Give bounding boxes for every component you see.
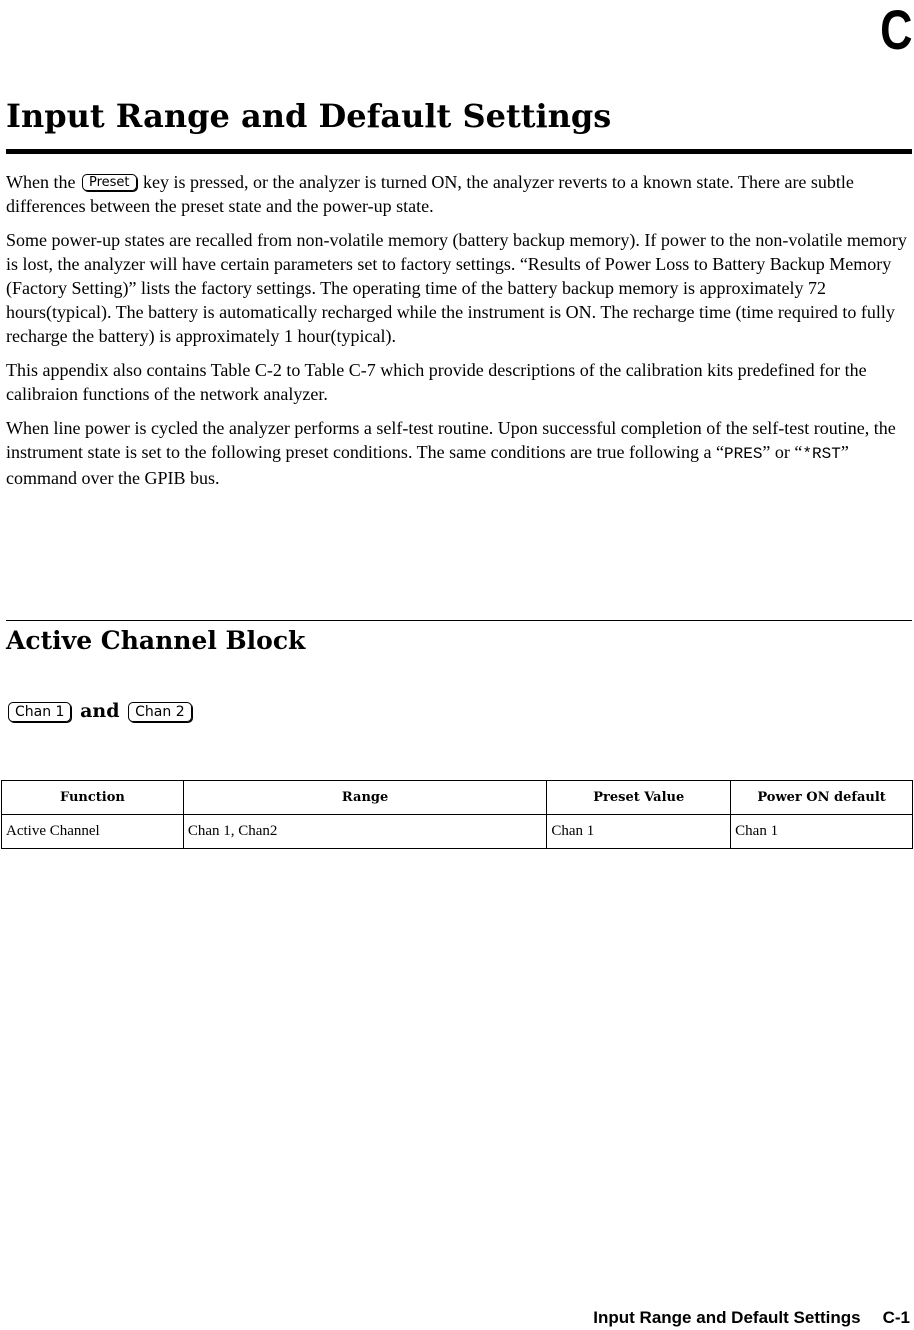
preset-key[interactable]: Preset [82, 174, 137, 191]
p4-text-before: When line power is cycled the analyzer performs a self-test routine. Upon successful completion of the self-test routine, the instrument state is set to the following preset conditions. The same conditions are true following a “ [6, 418, 896, 462]
section-rule [6, 620, 912, 621]
default-settings-table [1, 780, 913, 849]
header-function: Function [2, 781, 184, 815]
chan-2-key[interactable]: Chan 2 [128, 702, 191, 722]
header-power-on-default: Power ON default [731, 781, 913, 815]
gpib-command-pres: PRES [724, 445, 763, 463]
cell-preset-value: Chan 1 [547, 815, 731, 849]
section-heading: Active Channel Block [6, 626, 306, 655]
body-text [6, 170, 910, 500]
page-footer [593, 1306, 910, 1330]
chan-1-key[interactable]: Chan 1 [8, 702, 71, 722]
page-title: Input Range and Default Settings [6, 97, 612, 135]
paragraph-calkits: This appendix also contains Table C-2 to Table C-7 which provide descriptions of the calibration kits predefined for the calibraion functions of the network analyzer. [6, 360, 867, 404]
appendix-letter: C [879, 0, 912, 61]
p1-text-after: key is pressed, or the analyzer is turned ON, the analyzer reverts to a known state. There are subtle differences between the preset state and the power-up state. [6, 172, 854, 216]
footer-title: Input Range and Default Settings [593, 1308, 861, 1327]
paragraph-preset [6, 170, 910, 218]
cell-range: Chan 1, Chan2 [183, 815, 547, 849]
header-range: Range [183, 781, 547, 815]
keys-joiner: and [80, 700, 120, 722]
header-preset-value: Preset Value [547, 781, 731, 815]
p4-text-after: ” command over the GPIB bus. [6, 442, 849, 488]
cell-power-on-default: Chan 1 [731, 815, 913, 849]
title-rule [6, 149, 912, 154]
paragraph-power-up: Some power-up states are recalled from non-volatile memory (battery backup memory). If power to the non-volatile memory is lost, the analyzer will have certain parameters set to factory settings. “Results of Power Loss to Battery Backup Memory (Factory Setting)” lists the factory settings. The operating time of the battery backup memory is approximately 72 hours(typical). The battery is automatically recharged while the instrument is ON. The recharge time (time required to fully recharge the battery) is approximately 1 hour(typical). [6, 230, 907, 346]
table-row [2, 815, 913, 849]
cell-function: Active Channel [2, 815, 184, 849]
gpib-command-rst: *RST [802, 445, 841, 463]
channel-keys [6, 698, 194, 724]
page-number: C-1 [882, 1308, 910, 1327]
p1-text-before: When the [6, 172, 76, 192]
paragraph-self-test [6, 416, 910, 490]
p4-text-mid: ” or “ [762, 442, 803, 462]
table-header-row [2, 781, 913, 815]
